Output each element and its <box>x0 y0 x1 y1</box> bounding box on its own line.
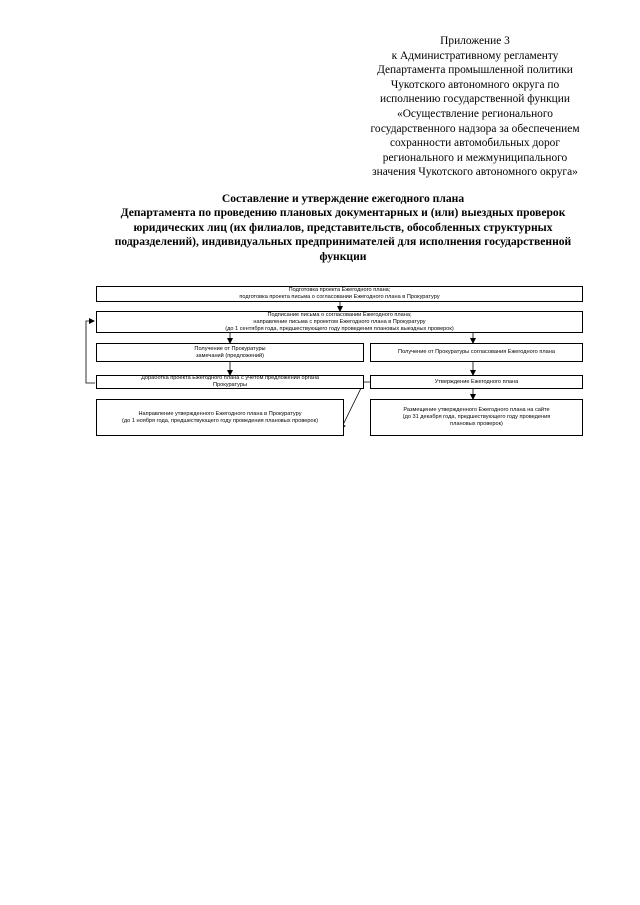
box-text: Утверждение Ежегодного плана <box>434 378 519 385</box>
appendix-line: исполнению государственной функции <box>380 93 570 106</box>
box-text: Размещение утвержденного Ежегодного плана на сайте <box>403 407 550 413</box>
feedback-loop-arrow <box>86 321 95 383</box>
step-prepare-plan <box>96 286 583 302</box>
appendix-line: Чукотского автономного округа по <box>390 78 560 91</box>
box-text: Прокуратуры <box>212 382 248 388</box>
appendix-line: Приложение 3 <box>440 35 510 47</box>
step-receive-remarks <box>96 343 364 362</box>
appendix-line: значения Чукотского автономного округа» <box>372 166 578 179</box>
title-line: функции <box>319 249 367 263</box>
appendix-line: «Осуществление регионального <box>397 107 553 120</box>
box-text: Подготовка проекта Ежегодного плана; <box>288 287 391 293</box>
box-text: (до 31 декабря года, предшествующего году проведения <box>402 414 551 420</box>
appendix-line: регионального и межмуниципального <box>382 151 568 164</box>
box-text: замечаний (предложений) <box>195 352 265 359</box>
step-receive-approval <box>370 343 583 362</box>
step-revise-plan <box>96 375 364 389</box>
appendix-line: сохранности автомобильных дорог <box>389 137 561 150</box>
box-text: Получение от Прокуратуры <box>194 345 266 352</box>
box-text: подготовка проекта письма о согласовании Ежегодного плана в Прокуратуру <box>239 294 440 300</box>
arrow-right4-left5 <box>341 382 371 429</box>
box-text: (до 1 сентября года, предшествующего году проведения плановых выездных проверок) <box>225 325 454 332</box>
box-text: Получение от Прокуратуры согласования Ежегодного плана <box>398 349 555 355</box>
title-line: Департамента по проведению плановых документарных и (или) выездных проверок <box>120 206 566 220</box>
title-line: подразделений), индивидуальных предпринимателей для исполнения государственной <box>114 235 572 249</box>
box-text: (до 1 ноября года, предшествующего году проведения плановых проверок) <box>122 417 318 424</box>
title-line: юридических лиц (их филиалов, представительств, обособленных структурных <box>133 220 553 234</box>
box-text: Направление утвержденного Ежегодного плана в Прокуратуру <box>138 410 302 417</box>
appendix-line: Департамента промышленной политики <box>377 64 573 77</box>
box-text: Подписание письма о согласовании Ежегодного плана; <box>267 311 412 318</box>
step-publish-plan <box>370 399 583 436</box>
appendix-line: к Административному регламенту <box>391 49 559 62</box>
step-approve-plan <box>370 375 583 389</box>
box-text: направление письма с проектом Ежегодного плана в Прокуратуру <box>253 318 426 325</box>
step-sign-letter <box>96 311 583 333</box>
box-text: плановых проверок) <box>450 421 503 427</box>
title-line: Составление и утверждение ежегодного плана <box>221 192 465 205</box>
appendix-line: государственного надзора за обеспечением <box>370 122 580 135</box>
box-text: Доработка проекта Ежегодного плана с учетом предложений органа <box>141 375 319 381</box>
step-send-to-prosecutor <box>96 399 344 436</box>
